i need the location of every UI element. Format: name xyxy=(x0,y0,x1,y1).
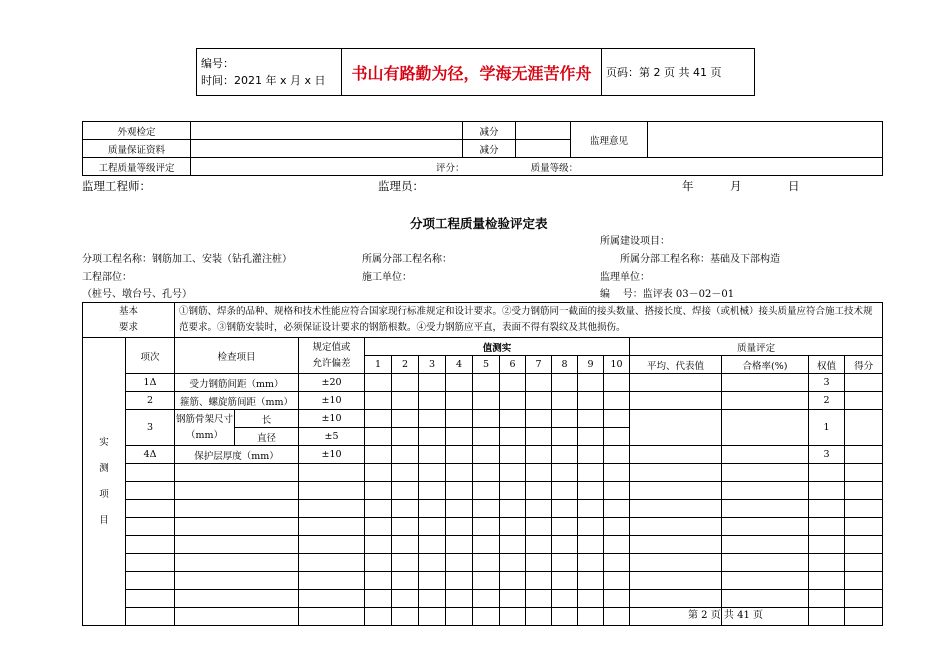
serial-label: 编号： xyxy=(201,57,234,70)
check-sub-item: 长 xyxy=(235,410,299,428)
inspection-table xyxy=(82,302,883,626)
year-label: 年 xyxy=(682,179,694,193)
opinion-value xyxy=(648,122,883,158)
opinion-label: 监理意见 xyxy=(571,122,648,158)
page-header xyxy=(196,48,755,96)
site-label: 工程部位： xyxy=(82,272,132,283)
basic-req-text: ①钢筋、焊条的品种、规格和技术性能应符合国家现行标准规定和设计要求。②受力钢筋同一截面的接头数量、搭接长度、焊接（或机械）接头质量应符合施工技术规范要求。③钢筋安装时，必须保证设计要求的钢筋根数。④受力钢筋应平直，表面不得有裂纹及其他损伤。 xyxy=(175,303,883,338)
parent-division-label: 所属分部工程名称：基础及下部构造 xyxy=(620,254,780,265)
weight: 3 xyxy=(809,446,845,464)
header-meta xyxy=(197,49,342,96)
point-number: 10 xyxy=(604,356,630,374)
table-row xyxy=(83,392,883,410)
point-number: 3 xyxy=(419,356,446,374)
deduct-value xyxy=(516,122,571,140)
grade-label: 质量等级： xyxy=(530,162,579,174)
point-number: 7 xyxy=(526,356,552,374)
tolerance: ±10 xyxy=(299,392,365,410)
form-title: 分项工程质量检验评定表 xyxy=(410,216,548,231)
check-item: 受力钢筋间距（mm） xyxy=(175,374,299,392)
table-head-row-1 xyxy=(83,338,883,356)
grade-eval-label: 工程质量等级评定 xyxy=(83,158,191,176)
head-check: 检查项目 xyxy=(175,338,299,374)
deduct-label-2: 减分 xyxy=(463,140,516,158)
point-number: 2 xyxy=(392,356,419,374)
empty-row xyxy=(83,482,883,500)
footer-page: 第 2 页 共 41 页 xyxy=(688,610,763,621)
supervisor-unit-label: 监理单位： xyxy=(600,272,650,283)
head-pass: 合格率(%) xyxy=(722,356,809,374)
empty-row xyxy=(83,554,883,572)
point-number: 8 xyxy=(552,356,578,374)
weight: 3 xyxy=(809,374,845,392)
empty-row xyxy=(83,536,883,554)
top-eval-table xyxy=(82,121,883,176)
location-label: （桩号、墩台号、孔号） xyxy=(82,289,192,300)
tolerance: ±10 xyxy=(299,446,365,464)
side-label: 实 测 项 目 xyxy=(83,338,126,626)
appearance-value xyxy=(191,122,463,140)
head-item-no: 项次 xyxy=(126,338,175,374)
item-no: 1Δ xyxy=(126,374,175,392)
empty-row xyxy=(83,518,883,536)
check-item: 保护层厚度（mm） xyxy=(175,446,299,464)
engineer-label: 监理工程师： xyxy=(82,179,151,193)
table-row xyxy=(83,446,883,464)
weight: 2 xyxy=(809,392,845,410)
point-number: 1 xyxy=(365,356,392,374)
head-quality: 质量评定 xyxy=(630,338,883,356)
supervisor-label: 监理员： xyxy=(378,179,424,193)
sub-project-label: 分项工程名称：钢筋加工、安装（钻孔灌注桩） xyxy=(82,254,292,265)
docs-value xyxy=(191,140,463,158)
point-number: 6 xyxy=(500,356,526,374)
check-item: 箍筋、螺旋筋间距（mm） xyxy=(175,392,299,410)
page-label: 页码：第 2 页 共 41 页 xyxy=(602,49,755,96)
deduct-label: 减分 xyxy=(463,122,516,140)
division-label: 所属分部工程名称： xyxy=(362,254,452,265)
item-no: 4Δ xyxy=(126,446,175,464)
empty-row xyxy=(83,590,883,608)
weight: 1 xyxy=(809,410,845,446)
head-avg: 平均、代表值 xyxy=(630,356,722,374)
appearance-label: 外观检定 xyxy=(83,122,191,140)
month-label: 月 xyxy=(730,179,742,193)
item-no: 2 xyxy=(126,392,175,410)
point-number: 5 xyxy=(473,356,500,374)
tolerance: ±5 xyxy=(299,428,365,446)
tolerance: ±10 xyxy=(299,410,365,428)
basic-req-row xyxy=(83,303,883,338)
time-label: 时间：2021 年 x 月 x 日 xyxy=(201,74,326,87)
day-label: 日 xyxy=(788,179,800,193)
grade-eval-row xyxy=(191,158,883,176)
docs-label: 质量保证资料 xyxy=(83,140,191,158)
head-measured: 值测实 xyxy=(365,338,630,356)
head-weight: 权值 xyxy=(809,356,845,374)
point-number: 4 xyxy=(446,356,473,374)
empty-row xyxy=(83,500,883,518)
table-row xyxy=(83,410,883,428)
deduct-value-2 xyxy=(516,140,571,158)
empty-row xyxy=(83,464,883,482)
empty-row xyxy=(83,572,883,590)
head-score: 得分 xyxy=(845,356,883,374)
contractor-label: 施工单位： xyxy=(362,272,412,283)
check-item: 钢筋骨架尺寸 （mm） xyxy=(175,410,235,446)
point-number: 9 xyxy=(578,356,604,374)
head-tolerance: 规定值或 允许偏差 xyxy=(299,338,365,374)
item-no: 3 xyxy=(126,410,175,446)
score-label: 评分： xyxy=(436,162,465,174)
code-label: 编 号：监评表 03－02－01 xyxy=(600,289,735,300)
project-label: 所属建设项目： xyxy=(600,236,670,247)
tolerance: ±20 xyxy=(299,374,365,392)
motto: 书山有路勤为径，学海无涯苦作舟 xyxy=(342,49,602,96)
basic-req-label: 基本 要求 xyxy=(83,303,175,338)
check-sub-item: 直径 xyxy=(235,428,299,446)
table-row xyxy=(83,374,883,392)
